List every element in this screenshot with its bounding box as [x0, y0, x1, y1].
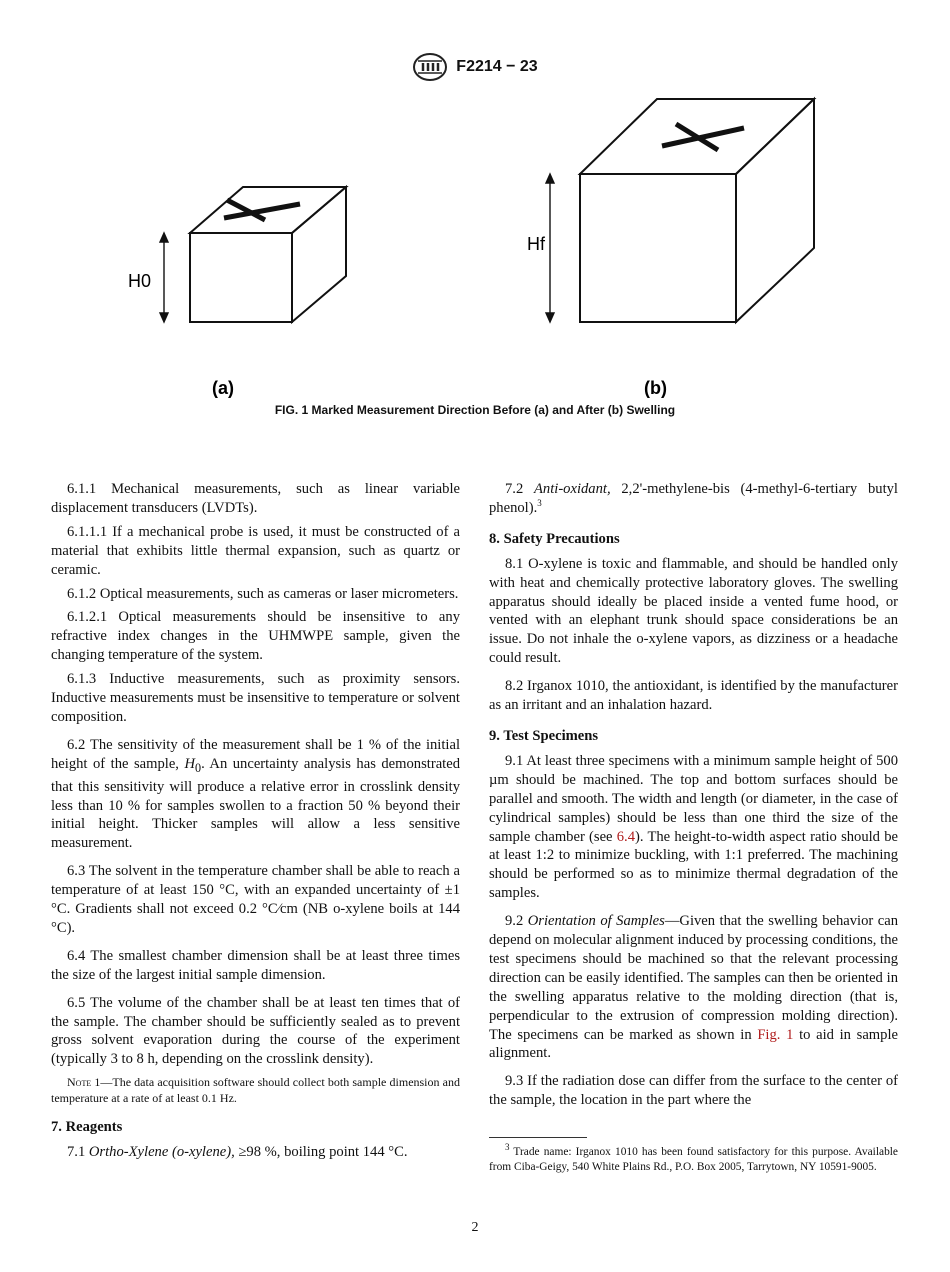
para-6-5: 6.5 The volume of the chamber shall be at least ten times that of the sample. The chamber should be sufficiently sealed as to prevent gross solvent evaporation during the course of the experiment (typically 3 to 8 h, depending on the crosslink density). — [51, 994, 460, 1068]
footnote-divider — [489, 1137, 587, 1138]
para-6-1-3: 6.1.3 Inductive measurements, such as proximity sensors. Inductive measurements must be insensitive to temperature or solvent composition. — [51, 671, 460, 725]
cube-a — [190, 187, 346, 322]
label-b: (b) — [644, 378, 667, 398]
note-1: Note 1—The data acquisition software should collect both sample dimension and temperature at a rate of at least 0.1 Hz. — [51, 1075, 460, 1106]
para-6-1-1: 6.1.1 Mechanical measurements, such as linear variable displacement transducers (LVDTs). — [51, 481, 460, 516]
para-6-4: 6.4 The smallest chamber dimension shall be at least three times the size of the largest initial sample dimension. — [51, 947, 460, 983]
x-mark-b — [662, 124, 744, 150]
para-6-3: 6.3 The solvent in the temperature chamber shall be able to reach a temperature of at least 150 °C, with an expanded uncertainty of ±1 °C. Gradients shall not exceed 0.2 °C⁄cm (NB o-xylene boils at 144 °C). — [51, 863, 460, 936]
note-label: Note — [67, 1075, 92, 1090]
astm-logo-icon — [412, 52, 448, 82]
para-9-3: 9.3 If the radiation dose can differ from the surface to the center of the sample, the location in the part where the — [489, 1073, 898, 1109]
para-9-2: 9.2 Orientation of Samples—Given that the swelling behavior can depend on molecular alignment induced by processing conditions, the test specimens should be machined so that the relevant processing direction can be easily identified. The samples can then be oriented in the swelling apparatus relative to the molding direction (that is, perpendicular to the extrusion of compression molding direction). The specimens can be marked as shown in Fig. 1 to aid in sample alignment. — [489, 913, 898, 1062]
left-column — [51, 480, 460, 1167]
para-6-1-1-1: 6.1.1.1 If a mechanical probe is used, it must be constructed of a material that exhibits little thermal expansion, such as quartz or ceramic. — [51, 523, 460, 578]
para-6-2: 6.2 The sensitivity of the measurement shall be 1 % of the initial height of the sample, $H_0$. An uncertainty analysis has demonstrated that this sensitivity will produce a relative error in crosslink density less than 10 % for samples swollen to a fraction 50 % beyond their initial height. Thicker samples will allow a less sensitive measurement. — [51, 736, 460, 852]
footnote-3: $^3$ Trade name: Irganox 1010 has been found satisfactory for this purpose. Available from Ciba-Geigy, 540 White Plains Rd., P.O. Box 2005, Tarrytown, NY 10591-9005. — [489, 1142, 898, 1173]
figure-caption: FIG. 1 Marked Measurement Direction Before (a) and After (b) Swelling — [274, 403, 676, 417]
label-hf: Hf — [527, 234, 545, 254]
para-6-1-2-1: 6.1.2.1 Optical measurements should be insensitive to any refractive index changes in the UHMWPE sample, given the changing temperature of the system. — [51, 609, 460, 664]
section-8-heading: 8. Safety Precautions — [489, 530, 620, 547]
right-column — [489, 480, 898, 1115]
para-8-2: 8.2 Irganox 1010, the antioxidant, is identified by the manufacturer as an irritant and an inhalation hazard. — [489, 678, 898, 714]
h0-symbol: H — [184, 755, 195, 772]
page-header — [0, 52, 950, 82]
standard-designation: F2214 − 23 — [456, 58, 538, 75]
height-arrow-a — [160, 233, 168, 322]
para-7-1: 7.1 Ortho-Xylene (o-xylene), ≥98 %, boiling point 144 °C. — [67, 1144, 408, 1161]
section-9-heading: 9. Test Specimens — [489, 727, 599, 744]
para-7-2: 7.2 Anti-oxidant, 2,2'-methylene-bis (4-methyl-6-tertiary butyl phenol).$^3$ — [489, 481, 898, 516]
cube-b — [580, 99, 814, 322]
label-h0: H0 — [128, 271, 152, 291]
label-a: (a) — [212, 378, 234, 398]
link-section-6-4[interactable]: 6.4 — [616, 828, 635, 845]
page-number: 2 — [471, 1220, 479, 1235]
para-8-1: 8.1 O-xylene is toxic and flammable, and should be handled only with heat and chemically protective laboratory gloves. The swelling apparatus should ideally be placed inside a vented fume hood, or vented with an elephant trunk should space considerations be an issue. Do not inhale the o-xylene vapors, as dizziness or a headache could result. — [489, 555, 898, 667]
x-mark-a — [224, 200, 300, 220]
para-9-1: 9.1 At least three specimens with a minimum sample height of 500 µm should be machined. The top and bottom surfaces should be parallel and smooth. The width and length (or diameter, in the case of cylindrical samples) should be less than one third the size of the sample chamber (see 6.4). The height-to-width aspect ratio should be at least 1:2 to minimize buckling, with 1:1 preferred. The machining should be performed so as to minimize thermal degradation of the samples. — [489, 752, 898, 902]
height-arrow-b — [546, 174, 554, 322]
footnote-ref-3[interactable]: 3 — [537, 498, 542, 509]
section-7-heading: 7. Reagents — [51, 1119, 123, 1136]
para-6-1-2: 6.1.2 Optical measurements, such as cameras or laser micrometers. — [67, 585, 459, 602]
link-fig-1[interactable]: Fig. 1 — [757, 1026, 794, 1043]
figure-1-cubes — [0, 90, 950, 420]
